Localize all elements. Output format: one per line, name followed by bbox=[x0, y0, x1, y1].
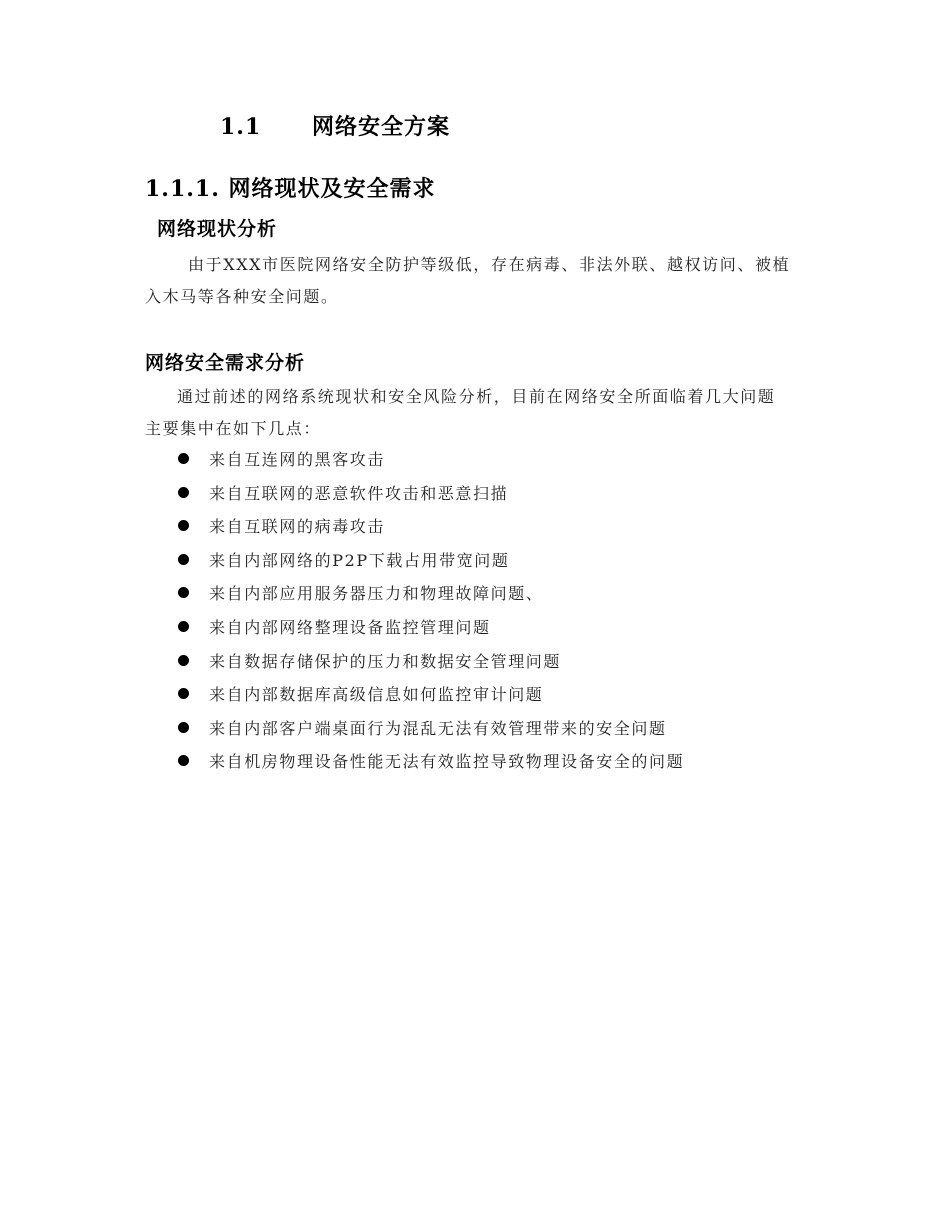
section-title-status: 网络现状分析 bbox=[157, 218, 278, 240]
section-title-requirements: 网络安全需求分析 bbox=[145, 352, 306, 374]
list-item bbox=[175, 745, 684, 779]
list-item bbox=[175, 611, 684, 645]
bullet-icon bbox=[178, 587, 189, 598]
list-item-text: 来自互联网的病毒攻击 bbox=[209, 517, 386, 537]
bullet-icon bbox=[178, 487, 189, 498]
list-item bbox=[175, 577, 684, 611]
list-item bbox=[175, 477, 684, 511]
bullet-icon bbox=[178, 554, 189, 565]
bullet-icon bbox=[178, 722, 189, 733]
list-item-text: 来自内部应用服务器压力和物理故障问题、 bbox=[209, 584, 544, 604]
list-item bbox=[175, 678, 684, 712]
paragraph-requirements-line: 主要集中在如下几点： bbox=[145, 419, 322, 438]
requirements-list bbox=[175, 443, 684, 779]
bullet-icon bbox=[178, 655, 189, 666]
list-item-text: 来自内部客户端桌面行为混乱无法有效管理带来的安全问题 bbox=[209, 718, 667, 738]
paragraph-status-line: 入木马等各种安全问题。 bbox=[145, 287, 339, 306]
list-item-text: 来自机房物理设备性能无法有效监控导致物理设备安全的问题 bbox=[209, 752, 685, 772]
list-item bbox=[175, 510, 684, 544]
list-item bbox=[175, 443, 684, 477]
heading-1-number: 1.1 bbox=[220, 114, 262, 140]
list-item-text: 来自内部网络的P2P下载占用带宽问题 bbox=[209, 550, 510, 570]
paragraph-status bbox=[145, 249, 835, 313]
paragraph-requirements-line: 通过前述的网络系统现状和安全风险分析，目前在网络安全所面临着几大问题 bbox=[177, 387, 776, 406]
bullet-icon bbox=[178, 520, 189, 531]
list-item-text: 来自内部数据库高级信息如何监控审计问题 bbox=[209, 685, 544, 705]
list-item-text: 来自互联网的恶意软件攻击和恶意扫描 bbox=[209, 483, 509, 503]
bullet-icon bbox=[178, 688, 189, 699]
paragraph-status-line: 由于XXX市医院网络安全防护等级低，存在病毒、非法外联、越权访问、被植 bbox=[188, 255, 791, 274]
bullet-icon bbox=[178, 453, 189, 464]
list-item-text: 来自内部网络整理设备监控管理问题 bbox=[209, 617, 491, 637]
paragraph-requirements bbox=[145, 381, 835, 445]
bullet-icon bbox=[178, 621, 189, 632]
heading-2: 1.1.1. 网络现状及安全需求 bbox=[145, 176, 436, 202]
list-item-text: 来自互连网的黑客攻击 bbox=[209, 450, 386, 469]
list-item bbox=[175, 645, 684, 679]
heading-1 bbox=[220, 110, 450, 141]
list-item bbox=[175, 712, 684, 746]
list-item-text: 来自数据存储保护的压力和数据安全管理问题 bbox=[209, 651, 562, 671]
bullet-icon bbox=[178, 755, 189, 766]
heading-1-title: 网络安全方案 bbox=[312, 114, 451, 140]
list-item bbox=[175, 544, 684, 578]
